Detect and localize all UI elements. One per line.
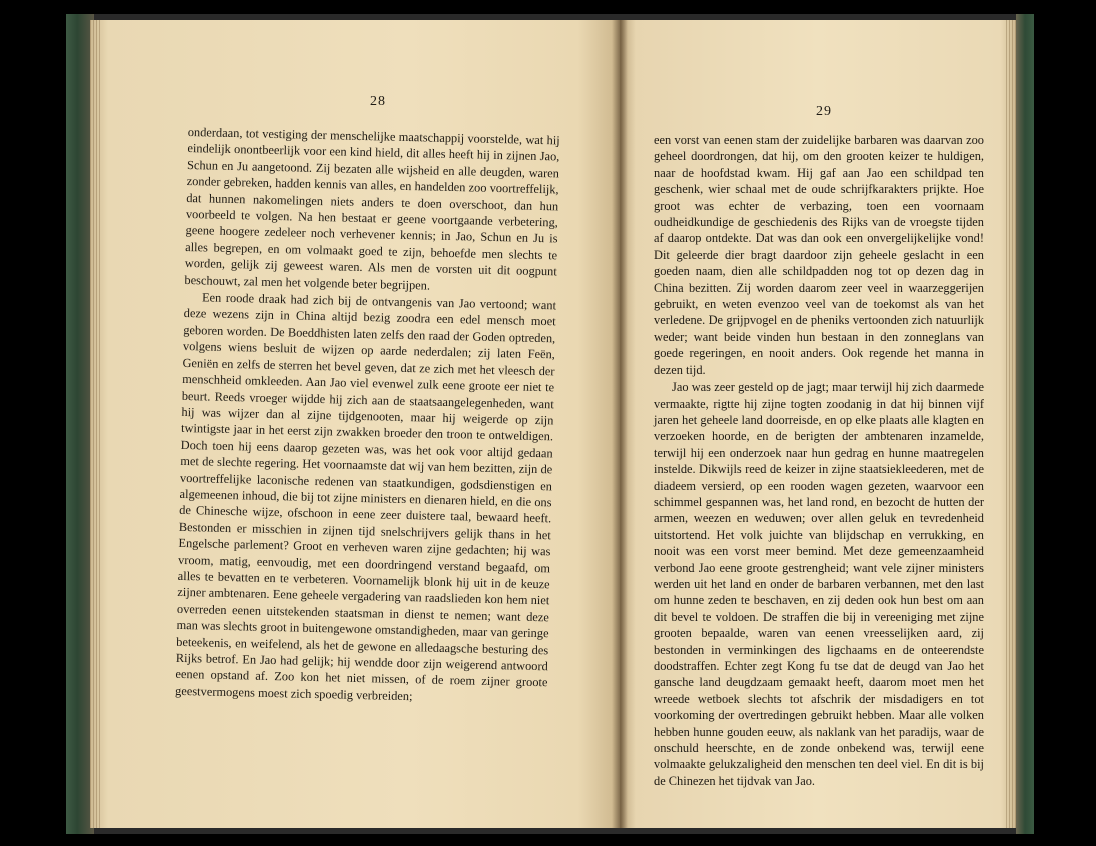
page-number: 29 [816, 104, 832, 119]
body-text [654, 132, 984, 789]
right-page [620, 20, 1016, 828]
page-edge-lines [1006, 20, 1016, 828]
paragraph: Een roode draak had zich bij de ontvangenis van Jao vertoond; want deze wezens zijn in China altijd bezig zoodra een edel mensch moet geboren worden. De Boeddhisten laten zelfs den raad der Goden optreden, volgens wiens besluit de wijzen op aarde nederdalen; zij laten Feën, Geniën en zelfs de sterren het bevel geven, dat ze zich met het vleesch der menschheid omkleeden. Aan Jao viel evenwel zulk eene groote eer niet te beurt. Reeds vroeger wijdde hij zich aan de staatsaangelegenheden, want hij was wijzer dan al zijne tijdgenooten, maar hij weigerde op zijn twintigste jaar in het eerst zijn zwakken broeder den troon te ontweldigen. Doch toen hij eens daarop gezeten was, was het ook voor altijd gedaan met de slechte regering. Het voornaamste dat wij van hem bezitten, zijn de voortreffelijke laconische redenen van staatkundigen, godsdienstigen en algemeenen inhoud, die bij tot zijne ministers en dienaren hield, en die ons de Chinesche wijze, ofschoon in eene zeer duistere taal, bewaard heeft. Bestonden er misschien in zijnen tijd snelschrijvers gelijk thans in het Engelsche parlement? Groot en verheven waren zijne gedachten; hij was vroom, matig, eenvoudig, met een doordringend verstand begaafd, om alles te bevatten en te verbeteren. Voornamelijk blonk hij uit in de keuze zijner ambtenaren. Eene geheele vergadering van raadslieden kon hem niet overreden eenen uitstekenden staatsman in dienst te nemen; want deze man was slechts groot in buitengewone omstandigheden, maar van geringe beteekenis, en weifelend, als het de gewone en alledaagsche besturing des Rijks betrof. En Jao had gelijk; hij wendde door zijn weigerend antwoord eenen opstand af. Zoo kon het niet missen, of de roem zijner groote geestvermogens moest zich spoedig verbreiden; [174, 290, 557, 704]
book-gutter [612, 20, 628, 828]
paragraph: Jao was zeer gesteld op de jagt; maar terwijl hij zich daarmede vermaakte, rigtte hij zijne togten zoodanig in dat hij binnen vijf jaren het geheele land doorreisde, en op elke plaats alle klagten en verzoeken hoorde, en de berigten der ambtenaren inzamelde, terwijl hij een onderzoek naar hun gedrag en hunne maatregelen instelde. Dikwijls reed de keizer in zijne staatsiekleederen, met de diadeem versierd, op een rooden wagen gezeten, waarvoor een schimmel gespannen was, het land rond, en bezocht de hutten der armen, weezen en weduwen; over allen geluk en tevredenheid uitstortend. Het volk juichte van blijdschap en verrukking, en nooit was een vorst meer bemind. Met deze gemeenzaamheid verbond Jao eene groote gestrengheid; want vele zijner ministers werden uit het land en onder de barbaren verbannen, met den last om hunne zeden te beschaven, en zij deden ook hun best om aan dit bevel te voldoen. De straffen die bij in vereeniging met zijne grooten bepaalde, waren van eenen vreesselijken aard, zij bestonden in verminkingen des ligchaams en de onteerendste doodstraffen. Echter zegt Kong fu tse dat de deugd van Jao het gansche land deugdzaam gemaakt heeft, daarom moet men het wreede wetboek slechts tot afschrik der misdadigers en tot voorkoming der overtredingen gebruikt hebben. Maar alle volken hebben hunne gouden eeuw, als naklank van het paradijs, waar de onschuld heerschte, en de zonde onbekend was, terwijl eene volmaakte gelukzaligheid den menschen ten deel viel. En dit is bij de Chinezen het tijdvak van Jao. [654, 380, 984, 788]
page-edge-lines [90, 20, 100, 828]
body-text [175, 124, 560, 708]
book-cover-right-edge [1016, 14, 1034, 834]
left-page [90, 20, 620, 828]
paragraph: een vorst van eenen stam der zuidelijke barbaren was daarvan zoo geheel doordrongen, dat hij, om den grooten keizer te huldigen, naar de hoofdstad kwam. Hij gaf aan Jao een schildpad ten geschenk, wier schaal met de oude schrijfkarakters prijkte. Hoe groot was echter de verbazing, toen een voornaam oudheidkundige de geschiedenis des Rijks van de vroegste tijden af daarop ontdekte. Dat was dan ook een onvergelijkelijke vond! Dit geleerde dier bragt daardoor zijn geheele geslacht in een goeden naam, dien alle schildpadden nog tot op dezen dag in China bezitten. Zij worden daarom zeer veel in waarzeggerijen gebruikt, en weten evenzoo veel van de toekomst als van het verledene. De grijpvogel en de pheniks vertoonden zich natuurlijk weder; want beide vinden hun bestaan in den zonneglans van goede regeringen, en nooit anders. Ook regende het manna in dezen tijd. [654, 133, 984, 377]
book-spread [66, 14, 1034, 834]
page-number: 28 [370, 94, 386, 109]
paragraph: onderdaan, tot vestiging der menschelijke maatschappij voorstelde, wat hij eindelijk onontbeerlijk voor een kind hield, dit alles heeft hij in zijnen Jao, Schun en Ju aangetoond. Zij bezaten alle wijsheid en alle deugden, waren zonder gebreken, hadden kennis van alles, en handelden zoo voortreffelijk, dat hunnen nakomelingen niets anders te doen overschoot, dan hun voorbeeld te volgen. Na hen bestaat er geene voortgaande verbetering, geene hoogere zedeleer noch verhevener kennis; in Jao, Schun en Ju is alles begrepen, en om volmaakt goed te zijn, behoefde men slechts te worden, gelijk zij geweest waren. Als men de vorsten uit dit oogpunt beschouwt, zal men het volgende beter begrijpen. [184, 124, 560, 293]
